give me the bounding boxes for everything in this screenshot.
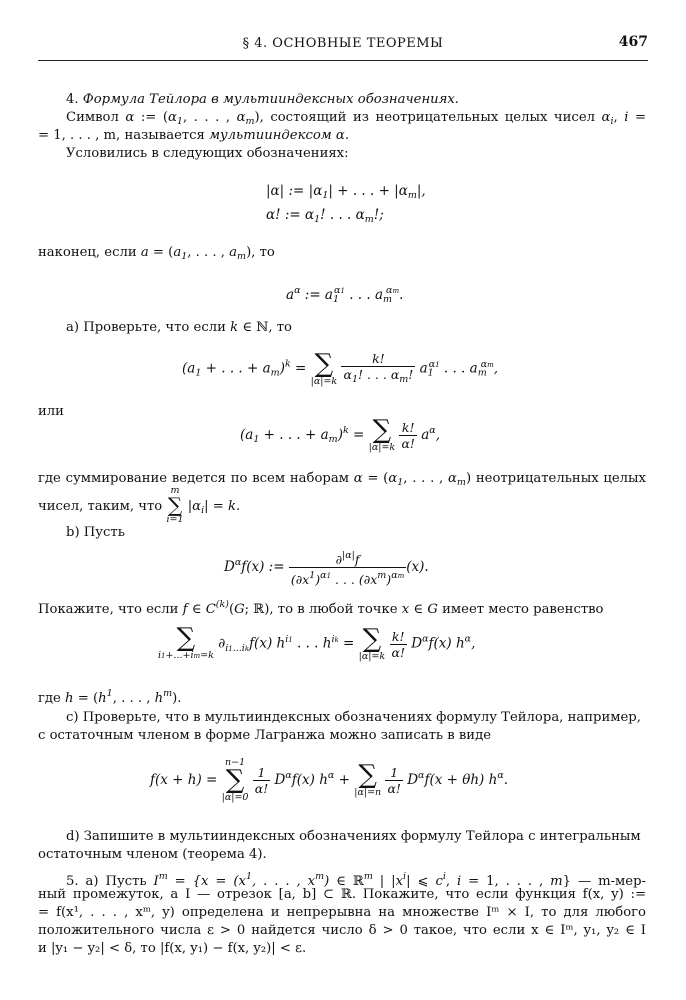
show-line: Покажите, что если f ∈ $C^{(k)}(G$; ℝ), то в любой точке x ∈ G имеет место равенство — [38, 599, 604, 617]
running-header — [38, 34, 648, 58]
problem-5-line-3: = f(x¹, . . . , xᵐ, y) определена и непрерывна на множестве Iᵐ × I, то для любого — [38, 905, 646, 920]
text: имеет место равенство — [442, 602, 604, 617]
problem-5-line-1: 5. a) Пусть $I^m = \{x = (x^1$, . . . , $x^m$) ∈ ℝ$^m$ | $|x^i|$ ⩽ $c^i$, i = 1, . . . , m} — m-мер- — [66, 871, 647, 889]
problem-5-line-5: и |y₁ − y₂| < δ, то |f(x, y₁) − f(x, y₂)| < ε. — [38, 941, 307, 956]
part-a-line: a) Проверьте, что если k ∈ ℕ, то — [66, 320, 292, 335]
part-c-line-1: c) Проверьте, что в мультииндексных обозначениях формулу Тейлора, например, — [66, 710, 641, 725]
text: Покажите, что если — [38, 602, 179, 617]
formula-multinomial-2: ($a_1$ + . . . + $a_m)^k$ = ∑ |α|=k $\frac{k!}{\alpha!}$ $a^\alpha$, — [240, 415, 441, 453]
problem-5-line-4: положительного числа ε > 0 найдется число δ > 0 такое, что если x ∈ Iᵐ, y₁, y₂ ∈ I — [38, 923, 646, 938]
part-c-line-2: с остаточным членом в форме Лагранжа можно записать в виде — [38, 728, 492, 743]
text: a) Проверьте, что если — [66, 320, 226, 335]
term: мультииндексом — [209, 128, 332, 143]
page-number: 467 — [618, 34, 648, 50]
text: = 1, . . . , m, называется — [38, 128, 205, 143]
problem-title: Формула Тейлора в мультииндексных обозначениях. — [82, 92, 459, 107]
part-b-line: b) Пусть — [66, 525, 125, 540]
definition-line-1: Символ α := ($\alpha_1$, . . . , $\alpha_m$), состоящий из неотрицательных целых чисел $\alpha_i$, i = — [66, 110, 646, 127]
problem-5-line-2: ный промежуток, а I — отрезок [a, b] ⊂ ℝ. Покажите, что если функция f(x, y) := — [38, 887, 646, 902]
text: то — [259, 245, 275, 260]
formula-factorial-alpha: α! := $\alpha_1$! . . . $\alpha_m$!; — [266, 207, 384, 225]
problem-number: 4. — [66, 92, 79, 107]
formula-derivative: $D^\alpha f(x)$ := $\frac{\partial^{|\alpha|}f}{(\partial x^1)^{\alpha 1} . . . (\partial x^m)^{\alpha m}}$ (x). — [224, 550, 429, 587]
text: Символ — [66, 110, 119, 125]
text: наконец, если — [38, 245, 137, 260]
conventions-line: Условились в следующих обозначениях: — [66, 146, 349, 161]
formula-multinomial-1: ($a_1$ + . . . + $a_m)^k$ = ∑ |α|=k $\frac{k!}{\alpha_1! . . . \alpha_m!}$ $a_1^{\alpha 1}$ . . . $a_m^{\alpha m}$, — [182, 348, 499, 387]
finally-line: наконец, если $a = (a_1$, . . . , $a_m$), то — [38, 245, 275, 262]
section-title: § 4. ОСНОВНЫЕ ТЕОРЕМЫ — [242, 36, 444, 51]
text: α. — [335, 128, 350, 143]
part-d-line-1: d) Запишите в мультииндексных обозначениях формулу Тейлора с интегральным — [66, 829, 641, 844]
text: чисел, таким, что — [38, 499, 163, 514]
where-line-2: чисел, таким, что m ∑ i=1 $|\alpha_i| = k$. — [38, 485, 241, 525]
text: — m-мер- — [577, 874, 647, 889]
text: то — [276, 320, 292, 335]
formula-a-power-alpha: $a^\alpha$ := $a_1^{\alpha 1}$ . . . $a_m^{\alpha m}$. — [286, 285, 404, 305]
header-rule — [38, 60, 648, 61]
or-line: или — [38, 404, 64, 419]
text: состоящий из неотрицательных целых чисел — [270, 110, 595, 125]
formula-equality: ∑ i1+...+im=k $\partial_{i1...ik}f(x)$ $h^{i1}$ . . . $h^{ik}$ = ∑ |α|=k $\frac{k!}{\alpha!}$ $D^\alpha f(x)$ $h^\alpha$, — [158, 623, 476, 662]
definition-line-2 — [38, 127, 349, 145]
text: 5. a) Пусть — [66, 874, 147, 889]
where-line-1: где суммирование ведется по всем наборам $\alpha = (\alpha_1$, . . . , $\alpha_m$) неотрицательных целых — [38, 471, 646, 488]
text: где — [38, 691, 61, 706]
text: где суммирование ведется по всем наборам — [38, 471, 349, 486]
formula-abs-alpha: |α| := $|\alpha_1|$ + . . . + $|\alpha_m|$, — [266, 183, 426, 201]
text: то в любой точке — [277, 602, 398, 617]
text: неотрицательных целых — [475, 471, 646, 486]
problem-4-heading — [66, 91, 459, 109]
part-d-line-2: остаточным членом (теорема 4). — [38, 847, 267, 862]
where-h-line: где $h = (h^1$, . . . , $h^m$). — [38, 688, 182, 706]
formula-taylor-lagrange: f(x + h) = n−1 ∑ |α|=0 $\frac{1}{\alpha!}$ $D^\alpha f(x) h^\alpha$ + ∑ |α|=n $\frac{1}{\alpha!}$ $D^\alpha f(x + \theta h)$ $h^\alpha$. — [150, 757, 509, 803]
